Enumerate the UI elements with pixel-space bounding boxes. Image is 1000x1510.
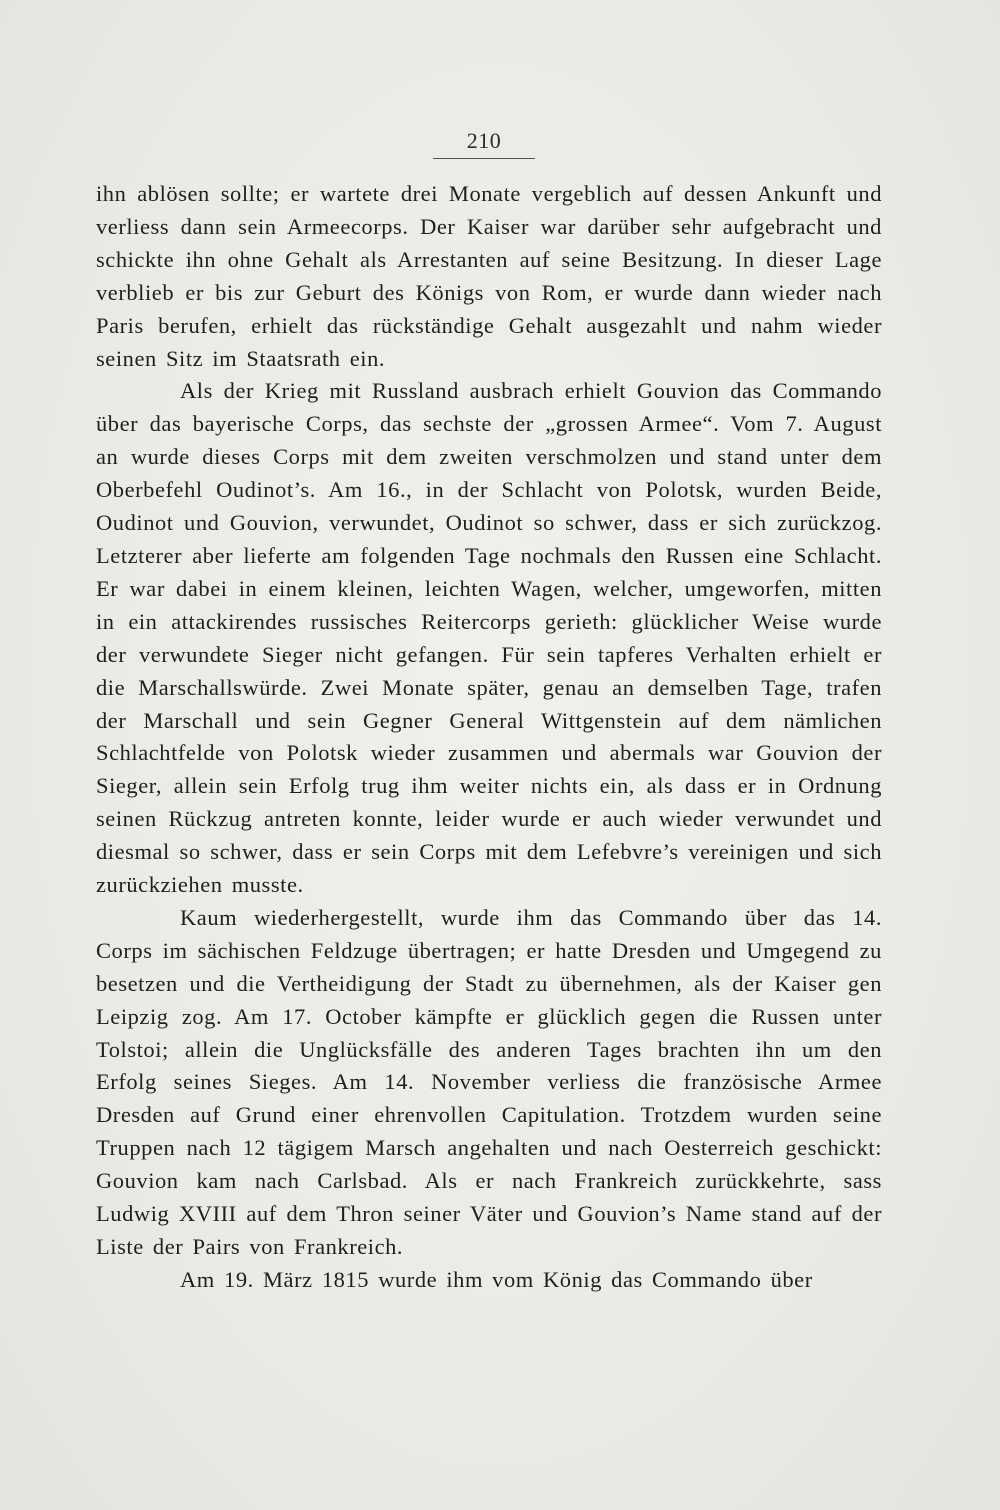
body-text <box>96 178 882 1297</box>
paragraph-4: Am 19. März 1815 wurde ihm vom König das Commando über <box>180 1266 813 1292</box>
paragraph-2: Als der Krieg mit Russland ausbrach erhielt Gouvion das Commando über das bayerische Corps, das sechste der „grossen Armee“. Vom 7. August an wurde dieses Corps mit dem zweiten verschmolzen und stand unter dem Oberbefehl Oudinot’s. Am 16., in der Schlacht von Polotsk, wurden Beide, Oudinot und Gouvion, verwundet, Oudinot so schwer, dass er sich zurückzog. Letzterer aber lieferte am folgenden Tage nochmals den Russen eine Schlacht. Er war dabei in einem kleinen, leichten Wagen, welcher, umgeworfen, mitten in ein attackirendes russisches Reitercorps gerieth: glücklicher Weise wurde der verwundete Sieger nicht gefangen. Für sein tapferes Verhalten erhielt er die Marschallswürde. Zwei Monate später, genau an demselben Tage, trafen der Marschall und sein Gegner General Wittgenstein auf dem nämlichen Schlachtfelde von Polotsk wieder zusammen und abermals war Gouvion der Sieger, allein sein Erfolg trug ihm weiter nichts ein, als dass er in Ordnung seinen Rückzug antreten konnte, leider wurde er auch wieder verwundet und diesmal so schwer, dass er sein Corps mit dem Lefebvre’s vereinigen und sich zurückziehen musste. <box>96 378 882 898</box>
page-number: 210 <box>433 128 535 159</box>
paragraph-1: ihn ablösen sollte; er wartete drei Monate vergeblich auf dessen Ankunft und verliess dann sein Armeecorps. Der Kaiser war darüber sehr aufgebracht und schickte ihn ohne Gehalt als Arrestanten auf seine Besitzung. In dieser Lage verblieb er bis zur Geburt des Königs von Rom, er wurde dann wieder nach Paris berufen, erhielt das rückständige Gehalt ausgezahlt und nahm wieder seinen Sitz im Staatsrath ein. <box>96 181 882 371</box>
paragraph-3: Kaum wiederhergestellt, wurde ihm das Commando über das 14. Corps im sächischen Feldzuge übertragen; er hatte Dresden und Umgegend zu besetzen und die Vertheidigung der Stadt zu übernehmen, als der Kaiser gen Leipzig zog. Am 17. October kämpfte er glücklich gegen die Russen unter Tolstoi; allein die Unglücksfälle des anderen Tages brachten ihn um den Erfolg seines Sieges. Am 14. November verliess die französische Armee Dresden auf Grund einer ehrenvollen Capitulation. Trotzdem wurden seine Truppen nach 12 tägigem Marsch angehalten und nach Oesterreich geschickt: Gouvion kam nach Carlsbad. Als er nach Frankreich zurückkehrte, sass Ludwig XVIII auf dem Thron seiner Väter und Gouvion’s Name stand auf der Liste der Pairs von Frankreich. <box>96 904 882 1259</box>
